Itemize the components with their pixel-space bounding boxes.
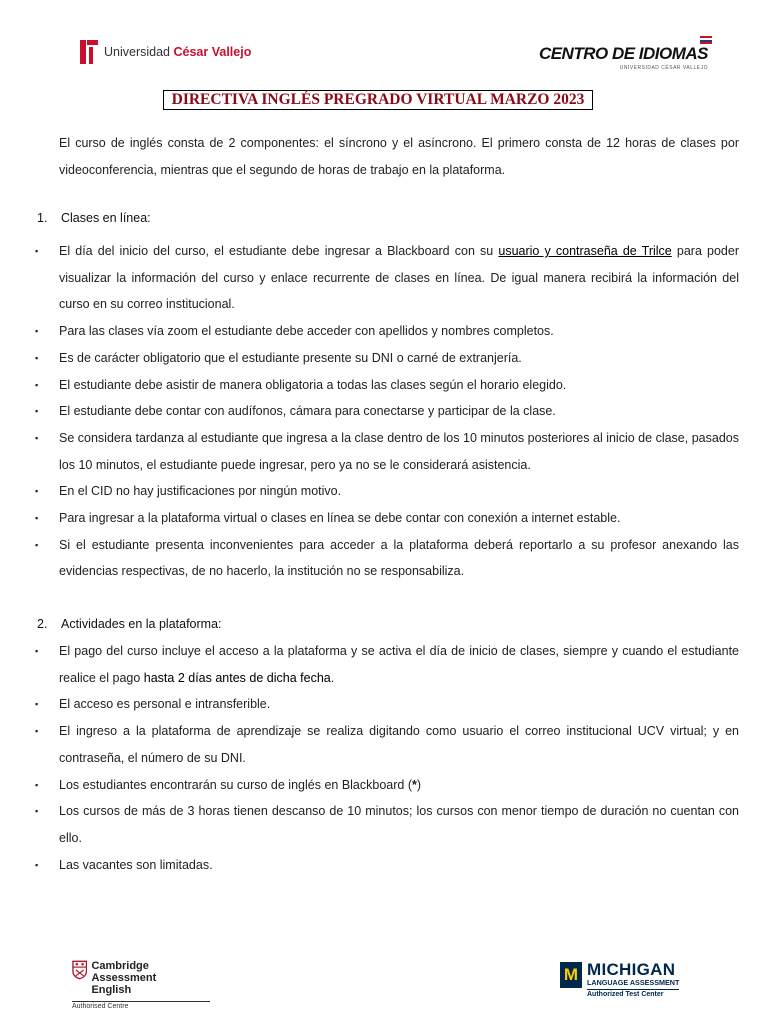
item-text: Los estudiantes encontrarán su curso de inglés en Blackboard ( — [59, 777, 412, 792]
item-text: El pago del curso incluye el acceso a la plataforma y se activa el día de inicio de clases, siempre y cuando el estudiante realice el pago — [59, 644, 739, 685]
bullet-icon: ▪ — [35, 432, 39, 443]
item-text: para poder visualizar la información del curso y enlace recurrente de clases en línea. De igual manera recibirá la información del curso en su correo institucional. — [59, 244, 739, 312]
item-text: Las vacantes son limitadas. — [59, 857, 213, 872]
cambridge-authorised: Authorised Centre — [72, 1003, 129, 1010]
centro-idiomas-logo — [539, 44, 708, 71]
section1-number: 1. — [37, 211, 48, 225]
list-item — [33, 345, 739, 372]
ucv-emblem-icon — [80, 40, 98, 64]
list-item — [33, 798, 739, 851]
payment-deadline: hasta 2 días antes de dicha fecha — [143, 670, 331, 685]
list-item — [33, 318, 739, 345]
list-item — [33, 638, 739, 691]
section2-list — [33, 638, 739, 878]
item-text: El estudiante debe asistir de manera obligatoria a todas las clases según el horario elegido. — [59, 377, 567, 392]
item-text: Para las clases vía zoom el estudiante debe acceder con apellidos y nombres completos. — [59, 324, 554, 339]
bullet-icon: ▪ — [35, 859, 39, 870]
list-item — [33, 372, 739, 399]
ucv-logo — [80, 40, 251, 64]
item-text: En el CID no hay justificaciones por ningún motivo. — [59, 484, 342, 499]
list-item — [33, 238, 739, 318]
bullet-icon: ▪ — [35, 486, 39, 497]
ucv-prefix: Universidad — [104, 45, 171, 59]
section1-list — [33, 238, 739, 585]
list-item — [33, 691, 739, 718]
michigan-logo — [560, 962, 679, 999]
document-title: DIRECTIVA INGLÉS PREGRADO VIRTUAL MARZO 2023 — [163, 90, 593, 110]
list-item — [33, 772, 739, 799]
list-item — [33, 478, 739, 505]
item-text: Si el estudiante presenta inconvenientes para acceder a la plataforma deberá reportarlo a su profesor anexando las evidencias respectivas, de no hacerlo, la institución no se responsabiliza. — [59, 537, 739, 579]
divider — [72, 1001, 210, 1002]
item-text: El acceso es personal e intransferible. — [59, 697, 271, 712]
list-item — [33, 425, 739, 478]
item-text: Se considera tardanza al estudiante que ingresa a la clase dentro de los 10 minutos posteriores al inicio de clase, pasados los 10 minutos, el estudiante puede ingresar, pero ya no se le considerará asistencia. — [59, 430, 739, 472]
list-item — [33, 718, 739, 771]
item-text: Es de carácter obligatorio que el estudiante presente su DNI o carné de extranjería. — [59, 350, 522, 365]
bullet-icon: ▪ — [35, 779, 39, 790]
list-item — [33, 532, 739, 585]
section2-heading-text: Actividades en la plataforma: — [61, 617, 222, 631]
bullet-icon: ▪ — [35, 646, 39, 656]
item-text: El ingreso a la plataforma de aprendizaje se realiza digitando como usuario el correo institucional UCV virtual; y en contraseña, el número de su DNI. — [59, 724, 739, 765]
bullet-icon: ▪ — [35, 379, 39, 390]
bullet-icon: ▪ — [35, 326, 39, 337]
bullet-icon: ▪ — [35, 513, 39, 524]
michigan-sub: LANGUAGE ASSESSMENT — [587, 978, 680, 987]
item-text: Los cursos de más de 3 horas tienen descanso de 10 minutos; los cursos con menor tiempo de duración no cuentan con ello. — [59, 804, 739, 845]
cambridge-line2: English — [91, 984, 132, 996]
list-item — [33, 398, 739, 425]
flag-icon — [700, 36, 712, 44]
trilce-credentials: usuario y contraseña de Trilce — [498, 244, 672, 258]
cdi-title: CENTRO DE IDIOMAS — [538, 44, 708, 63]
michigan-name: MICHIGAN — [587, 960, 676, 979]
section2-number: 2. — [37, 617, 48, 631]
section1-heading-text: Clases en línea: — [61, 211, 151, 225]
item-text: El estudiante debe contar con audífonos, cámara para conectarse y participar de la clase. — [59, 404, 556, 419]
item-text: El día del inicio del curso, el estudiante debe ingresar a Blackboard con su — [59, 244, 499, 258]
cdi-subtitle: UNIVERSIDAD CÉSAR VALLEJO — [619, 65, 708, 71]
item-text: . — [330, 670, 335, 685]
item-text: Para ingresar a la plataforma virtual o clases en línea se debe contar con conexión a internet estable. — [59, 511, 621, 526]
item-text: ) — [416, 777, 422, 792]
bullet-icon: ▪ — [35, 246, 39, 256]
ucv-wordmark — [104, 45, 251, 59]
cambridge-shield-icon — [72, 960, 87, 980]
asterisk-note: * — [412, 777, 417, 792]
bullet-icon: ▪ — [35, 699, 39, 710]
bullet-icon: ▪ — [35, 726, 39, 737]
bullet-icon: ▪ — [35, 406, 39, 417]
intro-paragraph: El curso de inglés consta de 2 componentes: el síncrono y el asíncrono. El primero consta de 12 horas de clases por videoconferencia, mientras que el segundo de horas de trabajo en la plataforma. — [59, 136, 739, 177]
ucv-name: César Vallejo — [173, 45, 252, 59]
bullet-icon: ▪ — [35, 352, 39, 363]
list-item — [33, 505, 739, 532]
michigan-block-m-icon: M — [560, 962, 582, 988]
cambridge-logo — [72, 960, 212, 1010]
section2-heading — [37, 617, 222, 631]
cambridge-line1: Cambridge Assessment — [91, 960, 157, 984]
section1-heading — [37, 211, 151, 225]
bullet-icon: ▪ — [35, 539, 39, 550]
michigan-authorized: Authorized Test Center — [587, 989, 679, 999]
list-item — [33, 852, 739, 879]
bullet-icon: ▪ — [35, 806, 39, 817]
